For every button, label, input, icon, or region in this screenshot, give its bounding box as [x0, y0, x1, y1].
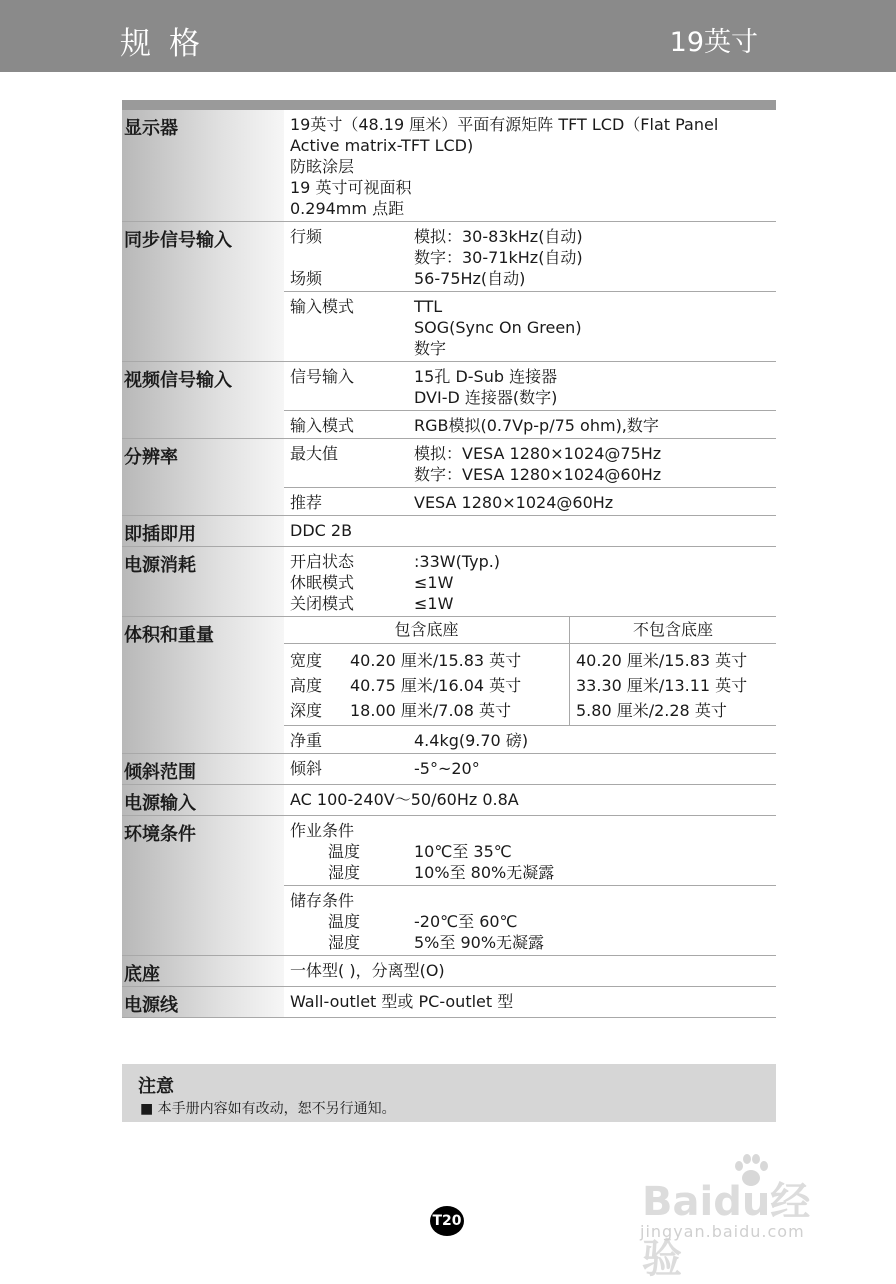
spec-value: -5°~20°	[414, 759, 480, 778]
spec-key: 场频	[290, 269, 323, 288]
watermark	[640, 1150, 840, 1282]
spec-value: ≤1W	[414, 594, 454, 613]
note-body: ■ 本手册内容如有改动，恕不另行通知。	[140, 1101, 396, 1117]
spec-value: VESA 1280×1024@60Hz	[414, 493, 614, 512]
spec-value: 15孔 D-Sub 连接器	[414, 367, 558, 386]
note-box	[122, 1064, 776, 1122]
table-top-bar	[122, 100, 776, 110]
spec-key: 推荐	[290, 493, 323, 512]
row-label: 即插即用	[122, 516, 284, 546]
row-label: 底座	[122, 956, 284, 986]
row-label: 同步信号输入	[122, 222, 284, 361]
row-label: 倾斜范围	[122, 754, 284, 784]
spec-value: DVI-D 连接器(数字)	[414, 388, 558, 407]
row-sync	[122, 222, 776, 362]
spec-value: RGB模拟(0.7Vp-p/75 ohm),数字	[414, 416, 659, 435]
spec-value: 数字：30-71kHz(自动)	[414, 248, 583, 267]
spec-value: 4.4kg(9.70 磅)	[414, 731, 529, 750]
spec-value: :33W(Typ.)	[414, 552, 501, 571]
row-label: 环境条件	[122, 816, 284, 955]
row-display	[122, 110, 776, 222]
row-label: 显示器	[122, 110, 284, 221]
col-head-with-stand: 包含底座	[284, 617, 570, 643]
spec-key: 休眠模式	[290, 573, 355, 592]
env-subtitle: 储存条件	[290, 891, 355, 910]
spec-key: 温度	[328, 842, 361, 861]
display-line: 防眩涂层	[290, 157, 355, 176]
spec-value: 5%至 90%无凝露	[414, 933, 545, 952]
watermark-url: jingyan.baidu.com	[640, 1222, 805, 1241]
row-plugplay	[122, 516, 776, 547]
row-label: 电源输入	[122, 785, 284, 815]
spec-key: 湿度	[328, 863, 361, 882]
dim-row: 高度 40.75 厘米/16.04 英寸	[290, 676, 522, 695]
spec-key: 湿度	[328, 933, 361, 952]
dim-value: 5.80 厘米/2.28 英寸	[576, 701, 727, 720]
spec-value: 一体型( )，分离型(O)	[290, 961, 445, 980]
spec-value: 数字	[414, 339, 447, 358]
spec-value: 10%至 80%无凝露	[414, 863, 555, 882]
spec-value: 数字：VESA 1280×1024@60Hz	[414, 465, 662, 484]
page-title: 规格	[120, 26, 218, 62]
spec-key: 输入模式	[290, 416, 355, 435]
row-dimensions	[122, 617, 776, 754]
spec-value: 10℃至 35℃	[414, 842, 512, 861]
spec-key: 倾斜	[290, 759, 323, 778]
spec-key: 输入模式	[290, 297, 355, 316]
watermark-logo: Baidu经验	[642, 1179, 811, 1282]
row-power-cord	[122, 987, 776, 1018]
row-resolution	[122, 439, 776, 516]
row-label: 体积和重量	[122, 617, 284, 753]
display-line: Active matrix-TFT LCD)	[290, 136, 474, 155]
spec-value: TTL	[414, 297, 443, 316]
dim-value: 40.20 厘米/15.83 英寸	[576, 651, 748, 670]
spec-table	[122, 100, 776, 1018]
dim-row: 宽度 40.20 厘米/15.83 英寸	[290, 651, 522, 670]
spec-value: 模拟：VESA 1280×1024@75Hz	[414, 444, 662, 463]
env-subtitle: 作业条件	[290, 821, 355, 840]
page-number: T20	[430, 1206, 464, 1236]
row-label: 分辨率	[122, 439, 284, 515]
spec-key: 净重	[290, 731, 323, 750]
dim-value: 33.30 厘米/13.11 英寸	[576, 676, 748, 695]
spec-value: 模拟：30-83kHz(自动)	[414, 227, 583, 246]
spec-key: 温度	[328, 912, 361, 931]
page-header	[0, 0, 896, 72]
display-line: 0.294mm 点距	[290, 199, 405, 218]
spec-value: 56-75Hz(自动)	[414, 269, 526, 288]
spec-value: SOG(Sync On Green)	[414, 318, 582, 337]
spec-value: AC 100-240V～50/60Hz 0.8A	[290, 790, 519, 809]
spec-key: 行频	[290, 227, 323, 246]
spec-value: DDC 2B	[290, 521, 353, 540]
row-environment	[122, 816, 776, 956]
row-label: 电源消耗	[122, 547, 284, 616]
row-base	[122, 956, 776, 987]
note-title: 注意	[138, 1076, 174, 1097]
row-tilt	[122, 754, 776, 785]
spec-value: Wall-outlet 型或 PC-outlet 型	[290, 992, 514, 1011]
spec-key: 开启状态	[290, 552, 355, 571]
spec-value: -20℃至 60℃	[414, 912, 518, 931]
row-power-consumption	[122, 547, 776, 617]
screen-size-label: 19英寸	[669, 27, 758, 58]
dim-row: 深度 18.00 厘米/7.08 英寸	[290, 701, 511, 720]
row-power-input	[122, 785, 776, 816]
display-line: 19英寸（48.19 厘米）平面有源矩阵 TFT LCD（Flat Panel	[290, 115, 719, 134]
row-label: 视频信号输入	[122, 362, 284, 438]
spec-key: 信号输入	[290, 367, 355, 386]
col-head-without-stand: 不包含底座	[632, 620, 713, 639]
spec-key: 最大值	[290, 444, 339, 463]
spec-value: ≤1W	[414, 573, 454, 592]
row-video	[122, 362, 776, 439]
display-line: 19 英寸可视面积	[290, 178, 412, 197]
spec-key: 关闭模式	[290, 594, 355, 613]
row-label: 电源线	[122, 987, 284, 1017]
